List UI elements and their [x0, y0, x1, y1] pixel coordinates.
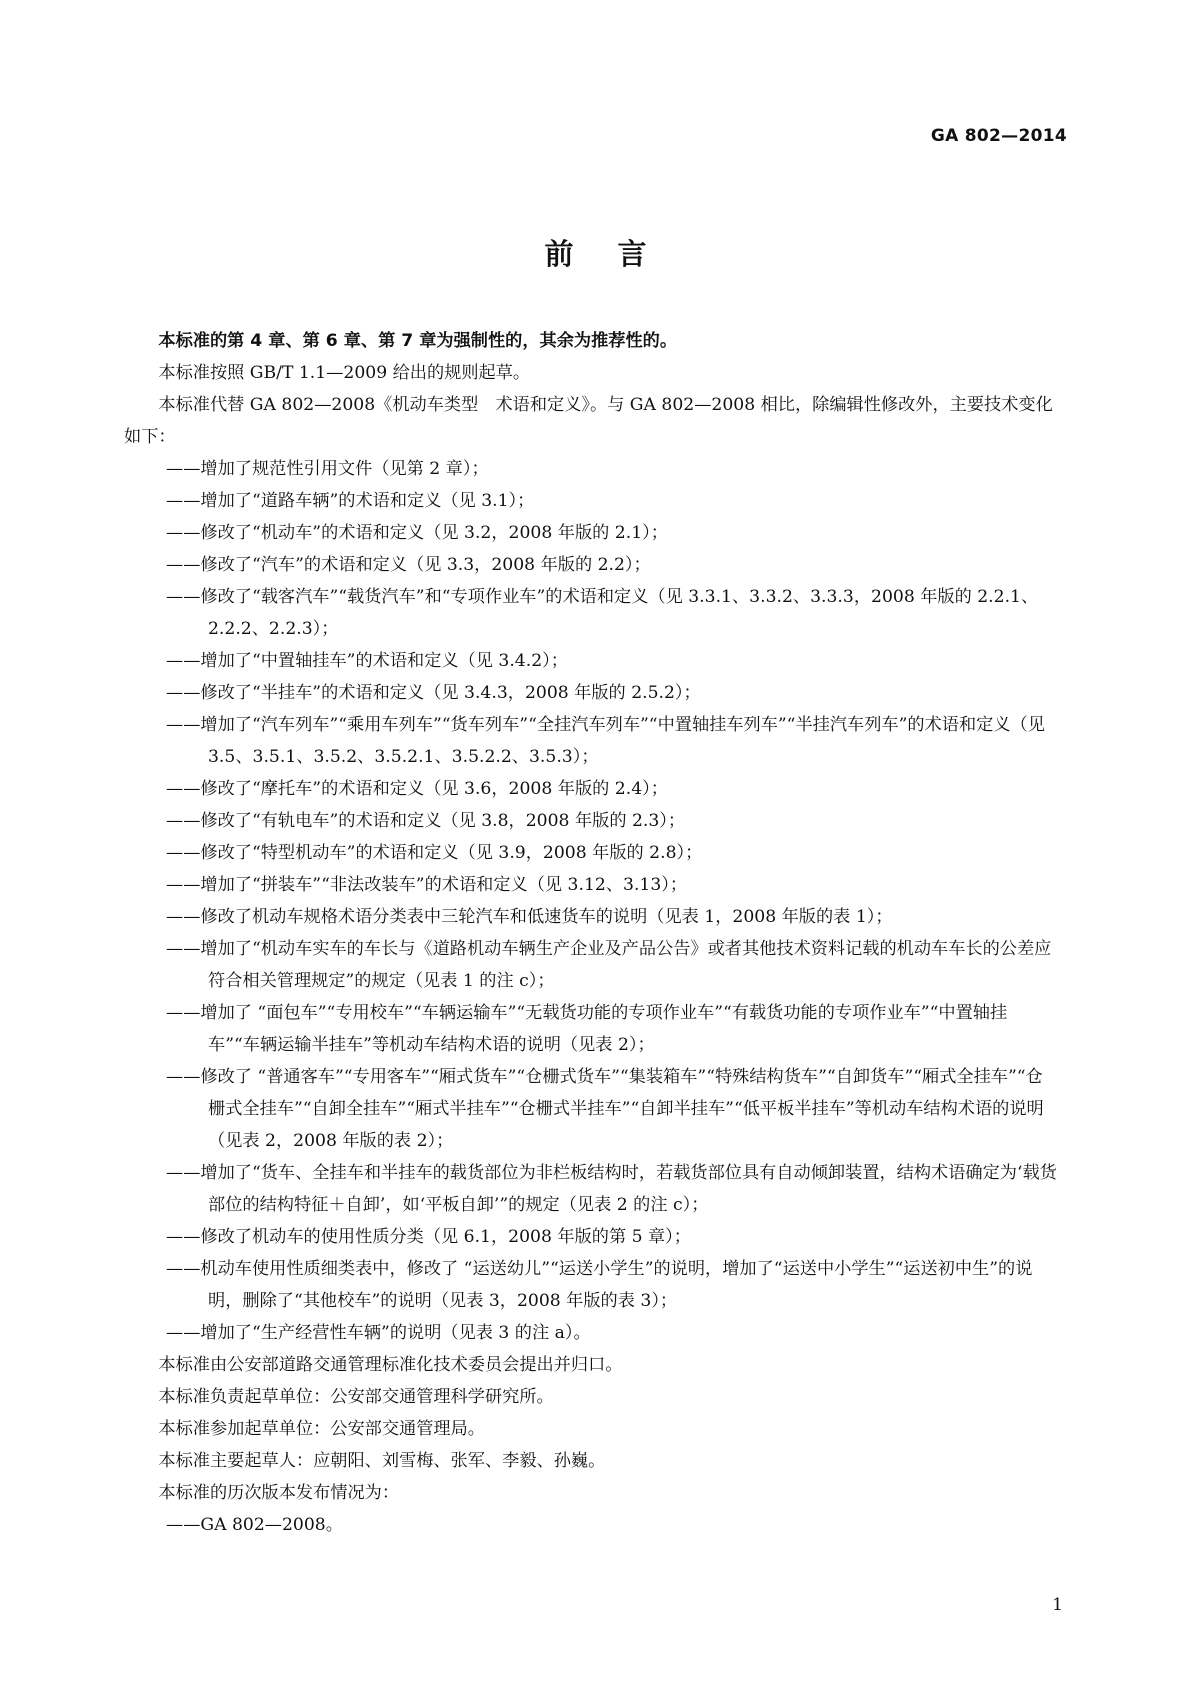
- list-item: ——修改了“半挂车”的术语和定义（见 3.4.3，2008 年版的 2.5.2）；: [166, 683, 701, 703]
- history-intro-paragraph: 本标准的历次版本发布情况为：: [158, 1483, 400, 1503]
- list-item: ——修改了“摩托车”的术语和定义（见 3.6，2008 年版的 2.4）；: [166, 779, 668, 799]
- list-item: ——增加了规范性引用文件（见第 2 章）；: [166, 459, 489, 479]
- list-item: ——增加了“汽车列车”“乘用车列车”“货车列车”“全挂汽车列车”“中置轴挂车列车”“半挂汽车列车”的术语和定义（见 3.5、3.5.1、3.5.2、3.5.2.1、3.5.2.2、3.5.3）；: [166, 715, 1045, 767]
- participating-drafter-paragraph: 本标准参加起草单位：公安部交通管理局。: [158, 1419, 485, 1439]
- responsible-drafter-paragraph: 本标准负责起草单位：公安部交通管理科学研究所。: [158, 1387, 554, 1407]
- list-item: ——增加了 “面包车”“专用校车”“车辆运输车”“无载货功能的专项作业车”“有载货功能的专项作业车”“中置轴挂车”“车辆运输半挂车”等机动车结构术语的说明（见表 2）；: [166, 1003, 1008, 1055]
- list-item: ——增加了“机动车实车的车长与《道路机动车辆生产企业及产品公告》或者其他技术资料记载的机动车车长的公差应符合相关管理规定”的规定（见表 1 的注 c）；: [166, 939, 1052, 991]
- foreword-body: [124, 325, 1058, 1541]
- list-item: ——修改了“汽车”的术语和定义（见 3.3，2008 年版的 2.2）；: [166, 555, 651, 575]
- list-item: ——修改了“特型机动车”的术语和定义（见 3.9，2008 年版的 2.8）；: [166, 843, 703, 863]
- page-number: 1: [1052, 1595, 1063, 1615]
- standard-code: GA 802—2014: [930, 126, 1067, 146]
- list-item: ——修改了“有轨电车”的术语和定义（见 3.8，2008 年版的 2.3）；: [166, 811, 686, 831]
- list-item: ——增加了“生产经营性车辆”的说明（见表 3 的注 a）。: [166, 1323, 591, 1343]
- list-item: ——修改了机动车规格术语分类表中三轮汽车和低速货车的说明（见表 1，2008 年版的表 1）；: [166, 907, 893, 927]
- main-drafters-paragraph: 本标准主要起草人：应朝阳、刘雪梅、张军、李毅、孙巍。: [158, 1451, 606, 1471]
- replacement-paragraph: 本标准代替 GA 802—2008《机动车类型 术语和定义》。与 GA 802—2008 相比，除编辑性修改外，主要技术变化如下：: [124, 395, 1053, 447]
- list-item: ——修改了机动车的使用性质分类（见 6.1，2008 年版的第 5 章）；: [166, 1227, 691, 1247]
- list-item: ——增加了“中置轴挂车”的术语和定义（见 3.4.2）；: [166, 651, 568, 671]
- list-item: ——增加了“货车、全挂车和半挂车的载货部位为非栏板结构时，若载货部位具有自动倾卸装置，结构术语确定为‘载货部位的结构特征＋自卸’，如‘平板自卸’”的规定（见表 2 的注 c）；: [166, 1163, 1057, 1215]
- proposer-paragraph: 本标准由公安部道路交通管理标准化技术委员会提出并归口。: [158, 1355, 623, 1375]
- list-item: ——修改了“载客汽车”“载货汽车”和“专项作业车”的术语和定义（见 3.3.1、3.3.2、3.3.3，2008 年版的 2.2.1、2.2.2、2.2.3）；: [166, 587, 1039, 639]
- list-item: ——机动车使用性质细类表中，修改了 “运送幼儿”“运送小学生”的说明，增加了“运送中小学生”“运送初中生”的说明，删除了“其他校车”的说明（见表 3，2008 年版的表 3）；: [166, 1259, 1033, 1311]
- page-title: 前言: [544, 237, 691, 271]
- history-item: ——GA 802—2008。: [166, 1515, 343, 1535]
- list-item: ——增加了“道路车辆”的术语和定义（见 3.1）；: [166, 491, 535, 511]
- list-item: ——修改了 “普通客车”“专用客车”“厢式货车”“仓栅式货车”“集装箱车”“特殊结构货车”“自卸货车”“厢式全挂车”“仓栅式全挂车”“自卸全挂车”“厢式半挂车”“仓栅式半挂车”“自卸半挂车”“低平板半挂车”等机动车结构术语的说明（见表 2，2008 年版的表 2）；: [166, 1067, 1044, 1151]
- mandatory-statement: 本标准的第 4 章、第 6 章、第 7 章为强制性的，其余为推荐性的。: [158, 331, 678, 351]
- list-item: ——增加了“拼装车”“非法改装车”的术语和定义（见 3.12、3.13）；: [166, 875, 688, 895]
- list-item: ——修改了“机动车”的术语和定义（见 3.2，2008 年版的 2.1）；: [166, 523, 668, 543]
- drafting-rule-paragraph: 本标准按照 GB/T 1.1—2009 给出的规则起草。: [158, 363, 531, 383]
- changes-list: [124, 453, 1058, 1349]
